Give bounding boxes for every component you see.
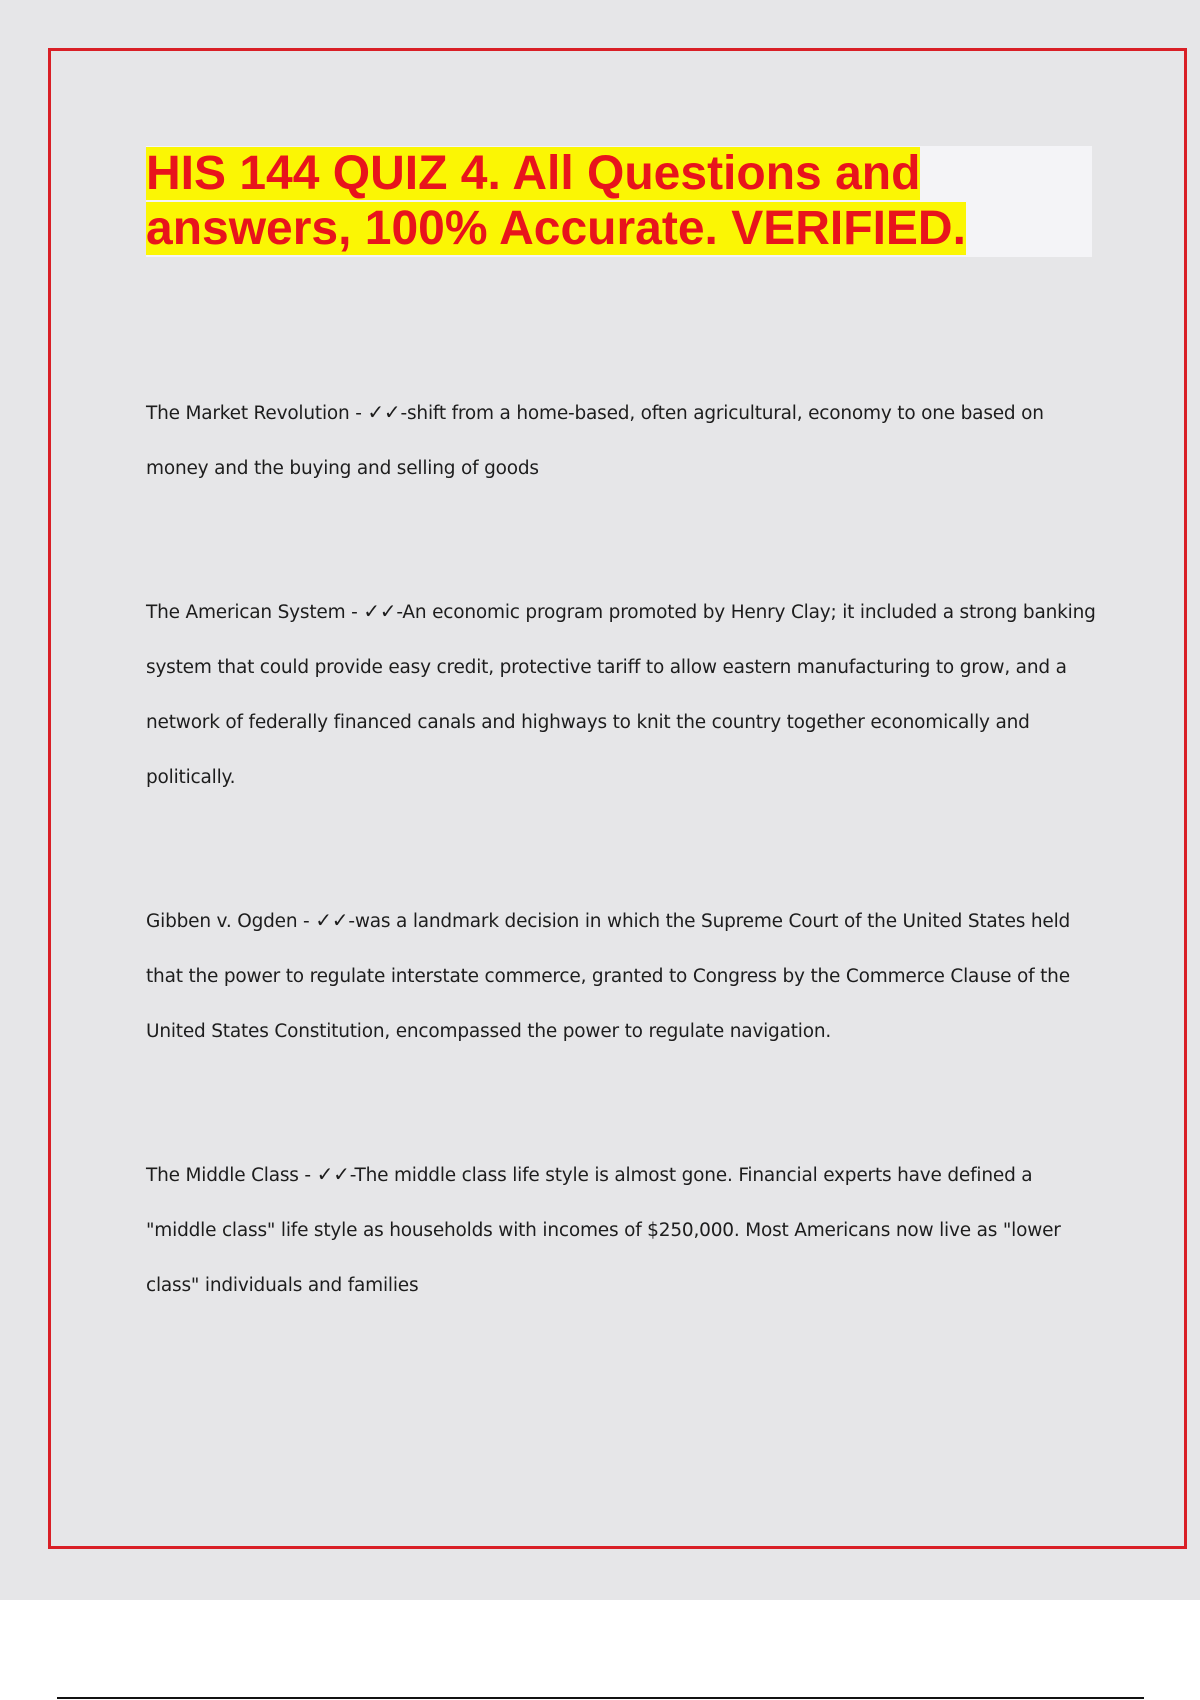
- document-title: [146, 146, 1092, 256]
- entry-definition: -shift from a home-based, often agricultural, economy to one based on money and the buying and selling of goods: [146, 403, 1044, 479]
- title-block: [146, 146, 1092, 257]
- qa-list: [146, 385, 1096, 1401]
- entry-term: Gibben v. Ogden -: [146, 911, 316, 932]
- qa-entry: [146, 893, 1096, 1059]
- double-check-icon: ✓✓: [316, 1162, 350, 1186]
- qa-entry: [146, 584, 1096, 805]
- double-check-icon: ✓✓: [363, 599, 397, 623]
- double-check-icon: ✓✓: [315, 908, 349, 932]
- title-line-1: HIS 144 QUIZ 4. All Questions and: [146, 147, 921, 200]
- entry-term: The American System -: [146, 602, 364, 623]
- entry-term: The Middle Class -: [146, 1165, 317, 1186]
- qa-entry: [146, 1147, 1096, 1313]
- entry-definition: -An economic program promoted by Henry Clay; it included a strong banking system that could provide easy credit, protective tariff to allow eastern manufacturing to grow, and a network of federally financed canals and highways to knit the country together economically and politically.: [146, 602, 1096, 788]
- footer-divider: [57, 1697, 1144, 1699]
- double-check-icon: ✓✓: [367, 400, 401, 424]
- title-line-2: answers, 100% Accurate. VERIFIED.: [146, 202, 966, 255]
- qa-entry: [146, 385, 1096, 496]
- entry-definition: -was a landmark decision in which the Supreme Court of the United States held that the power to regulate interstate commerce, granted to Congress by the Commerce Clause of the United States Constitution, encompassed the power to regulate navigation.: [146, 911, 1071, 1042]
- entry-definition: -The middle class life style is almost gone. Financial experts have defined a "middle class" life style as households with incomes of $250,000. Most Americans now live as "lower class" individuals and families: [146, 1165, 1061, 1296]
- entry-term: The Market Revolution -: [146, 403, 368, 424]
